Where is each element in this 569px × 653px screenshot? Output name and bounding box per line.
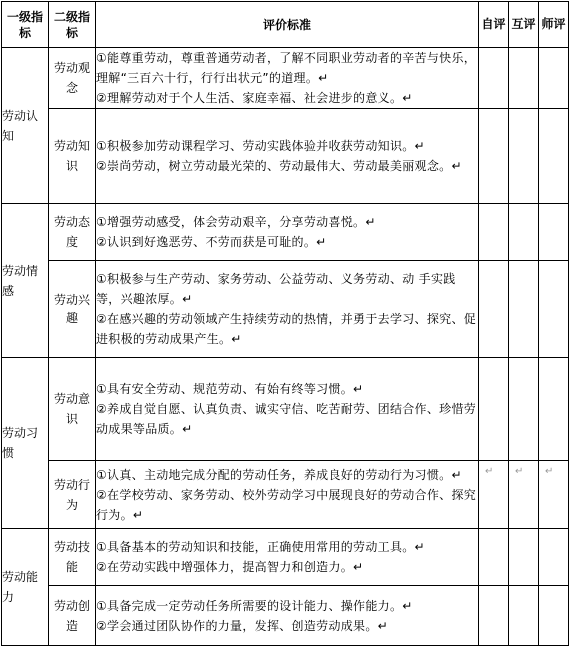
table-row xyxy=(2,461,569,529)
teacher-score-cell[interactable] xyxy=(539,261,569,358)
criterion-item: ①具备完成一定劳动任务所需要的设计能力、操作能力。↵ xyxy=(96,598,413,613)
table-row xyxy=(2,358,569,461)
level2-cell: 劳动观念 xyxy=(49,48,96,109)
header-row xyxy=(2,2,569,48)
peer-score-cell[interactable] xyxy=(509,461,539,529)
peer-score-cell[interactable] xyxy=(509,358,539,461)
self-score-cell[interactable] xyxy=(479,109,509,204)
peer-score-cell[interactable] xyxy=(509,204,539,261)
teacher-score-cell[interactable] xyxy=(539,48,569,109)
header-level2: 二级指标 xyxy=(49,2,96,48)
criterion-item: ②养成自觉自愿、认真负责、诚实守信、吃苦耐劳、团结合作、珍惜劳动成果等品质。↵ xyxy=(96,402,477,436)
level2-cell: 劳动意识 xyxy=(49,358,96,461)
teacher-score-cell[interactable] xyxy=(539,204,569,261)
level1-cell: 劳动认知 xyxy=(2,48,49,204)
criteria-cell xyxy=(96,48,479,109)
criterion-item: ②学会通过团队协作的力量，发挥、创造劳动成果。↵ xyxy=(96,618,389,633)
criterion-item: ②理解劳动对于个人生活、家庭幸福、社会进步的意义。↵ xyxy=(96,91,413,105)
criteria-cell xyxy=(96,358,479,461)
criterion-item: ②在劳动实践中增强体力，提高智力和创造力。↵ xyxy=(96,560,364,574)
header-self: 自评 xyxy=(479,2,509,48)
self-score-cell[interactable] xyxy=(479,48,509,109)
criteria-cell xyxy=(96,109,479,204)
peer-score-cell[interactable] xyxy=(509,261,539,358)
table-row xyxy=(2,48,569,109)
criteria-cell xyxy=(96,204,479,261)
criterion-item: ②崇尚劳动，树立劳动最光荣的、劳动最伟大、劳动最美丽观念。↵ xyxy=(96,159,462,173)
paragraph-mark: ↵ xyxy=(545,466,554,477)
header-peer: 互评 xyxy=(509,2,539,48)
criteria-cell xyxy=(96,261,479,358)
criterion-item: ①积极参加劳动课程学习、劳动实践体验并收获劳动知识。↵ xyxy=(96,139,425,153)
criterion-item: ①积极参与生产劳动、家务劳动、公益劳动、义务劳动、动 手实践等，兴趣浓厚。↵ xyxy=(96,272,456,306)
criteria-cell xyxy=(96,461,479,529)
teacher-score-cell[interactable] xyxy=(539,109,569,204)
level2-cell: 劳动态度 xyxy=(49,204,96,261)
header-criteria: 评价标准 xyxy=(96,2,479,48)
teacher-score-cell[interactable] xyxy=(539,586,569,646)
criterion-item: ②认识到好逸恶劳、不劳而获是可耻的。↵ xyxy=(96,235,327,249)
level2-cell: 劳动技能 xyxy=(49,529,96,586)
self-score-cell[interactable] xyxy=(479,358,509,461)
paragraph-mark: ↵ xyxy=(485,466,494,477)
self-score-cell[interactable] xyxy=(479,529,509,586)
peer-score-cell[interactable] xyxy=(509,48,539,109)
self-score-cell[interactable] xyxy=(479,586,509,646)
criteria-cell xyxy=(96,586,479,646)
self-score-cell[interactable] xyxy=(479,461,509,529)
criterion-item: ①具有安全劳动、规范劳动、有始有终等习惯。↵ xyxy=(96,382,364,396)
criterion-item: ①认真、主动地完成分配的劳动任务，养成良好的劳动行为习惯。↵ xyxy=(96,467,462,482)
level2-cell: 劳动知识 xyxy=(49,109,96,204)
peer-score-cell[interactable] xyxy=(509,529,539,586)
level2-cell: 劳动创造 xyxy=(49,586,96,646)
level1-cell: 劳动情感 xyxy=(2,204,49,358)
header-level1: 一级指标 xyxy=(2,2,49,48)
level1-cell: 劳动能力 xyxy=(2,529,49,646)
criterion-item: ②在感兴趣的劳动领域产生持续劳动的热情，并勇于去学习、探究、促进积极的劳动成果产生。↵ xyxy=(96,312,477,346)
peer-score-cell[interactable] xyxy=(509,109,539,204)
header-teacher: 师评 xyxy=(539,2,569,48)
table-row xyxy=(2,109,569,204)
criteria-cell xyxy=(96,529,479,586)
criterion-item: ②在学校劳动、家务劳动、校外劳动学习中展现良好的劳动合作、探究行为。↵ xyxy=(96,487,477,522)
level2-cell: 劳动兴趣 xyxy=(49,261,96,358)
peer-score-cell[interactable] xyxy=(509,586,539,646)
self-score-cell[interactable] xyxy=(479,204,509,261)
table-row xyxy=(2,261,569,358)
criterion-item: ①增强劳动感受，体会劳动艰辛，分享劳动喜悦。↵ xyxy=(96,215,376,229)
teacher-score-cell[interactable] xyxy=(539,461,569,529)
teacher-score-cell[interactable] xyxy=(539,358,569,461)
evaluation-table xyxy=(1,1,569,646)
self-score-cell[interactable] xyxy=(479,261,509,358)
level1-cell: 劳动习惯 xyxy=(2,358,49,529)
paragraph-mark: ↵ xyxy=(515,466,524,477)
criterion-item: ①具备基本的劳动知识和技能，正确使用常用的劳动工具。↵ xyxy=(96,540,425,554)
criterion-item: ①能尊重劳动，尊重普通劳动者，了解不同职业劳动者的辛苦与快乐，理解“三百六十行，行行出状元”的道理。↵ xyxy=(96,51,477,85)
teacher-score-cell[interactable] xyxy=(539,529,569,586)
table-row xyxy=(2,586,569,646)
level2-cell: 劳动行为 xyxy=(49,461,96,529)
table-row xyxy=(2,204,569,261)
table-row xyxy=(2,529,569,586)
